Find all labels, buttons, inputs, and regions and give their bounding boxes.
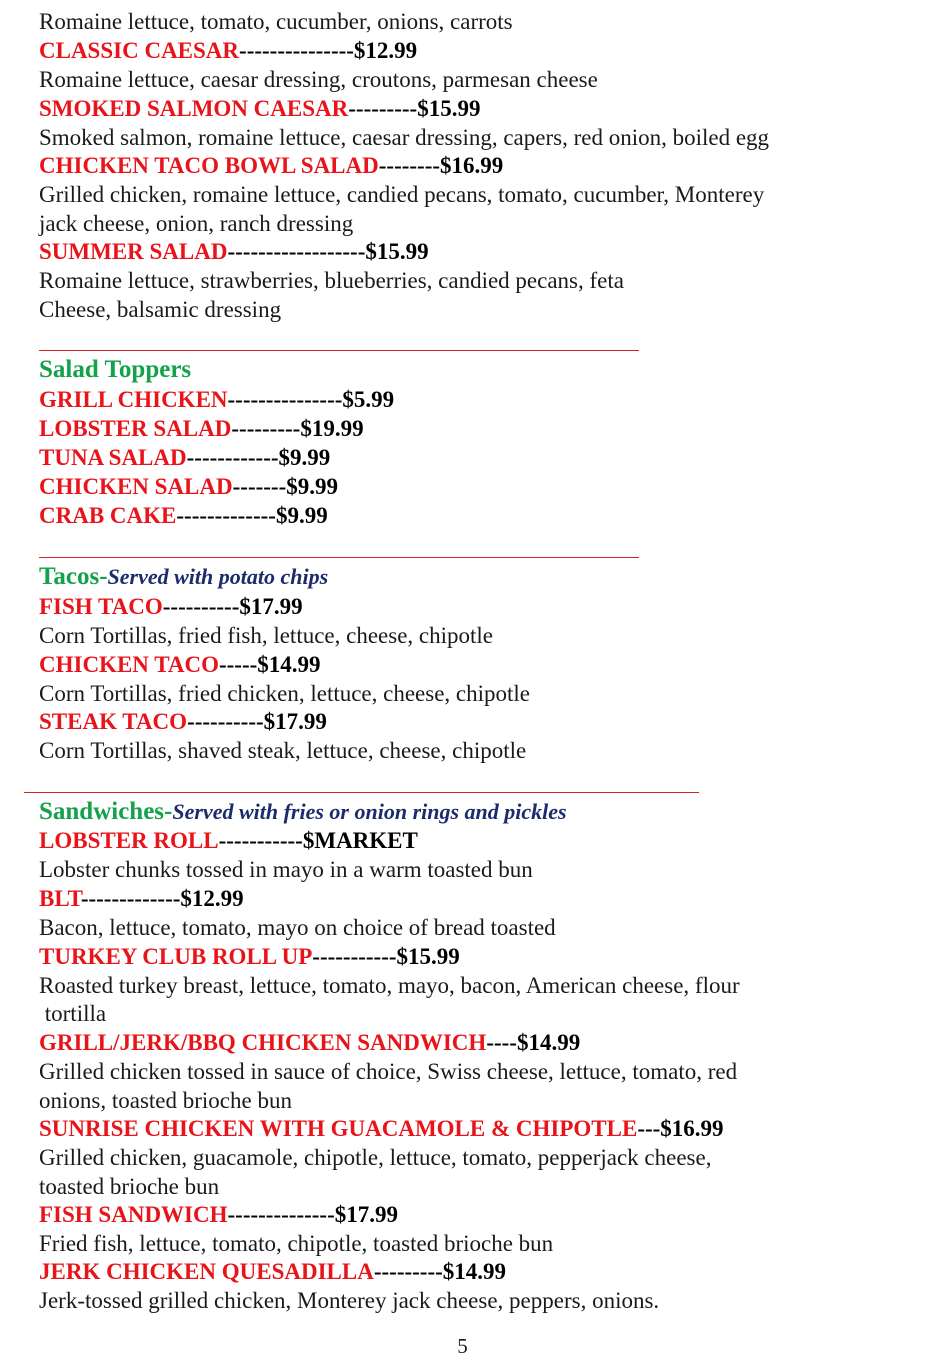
item-description: toasted brioche bun bbox=[39, 1174, 220, 1199]
item-description: onions, toasted brioche bun bbox=[39, 1088, 292, 1113]
item-description: Corn Tortillas, fried chicken, lettuce, cheese, chipotle bbox=[39, 681, 531, 706]
item-description: Romaine lettuce, strawberries, blueberries, candied pecans, feta bbox=[39, 268, 624, 293]
item-leader: ----------- bbox=[312, 944, 397, 969]
menu-item-fish-taco bbox=[39, 593, 303, 621]
item-price: $12.99 bbox=[353, 38, 418, 63]
item-name: CHICKEN TACO BOWL SALAD bbox=[39, 153, 379, 178]
item-name: LOBSTER ROLL bbox=[39, 828, 219, 853]
item-description: Fried fish, lettuce, tomato, chipotle, toasted brioche bun bbox=[39, 1231, 554, 1256]
item-description: Bacon, lettuce, tomato, mayo on choice of bread toasted bbox=[39, 915, 556, 940]
menu-item-tuna-salad bbox=[39, 444, 330, 472]
item-description: Corn Tortillas, shaved steak, lettuce, cheese, chipotle bbox=[39, 738, 527, 763]
menu-item-lobster-roll bbox=[39, 827, 418, 855]
menu-item-lobster-salad bbox=[39, 415, 364, 443]
item-name: SUNRISE CHICKEN WITH GUACAMOLE & CHIPOTLE bbox=[39, 1116, 638, 1141]
item-price: $17.99 bbox=[334, 1202, 398, 1227]
section-note: Served with potato chips bbox=[107, 564, 329, 589]
item-price: $17.99 bbox=[239, 594, 303, 619]
item-leader: --- bbox=[637, 1116, 661, 1141]
item-name: TUNA SALAD bbox=[39, 445, 187, 470]
item-name: SUMMER SALAD bbox=[39, 239, 228, 264]
item-price: $16.99 bbox=[660, 1116, 724, 1141]
menu-item-grill-chicken bbox=[39, 386, 394, 414]
item-name: CHICKEN SALAD bbox=[39, 474, 233, 499]
item-description: jack cheese, onion, ranch dressing bbox=[39, 211, 354, 236]
menu-item-chicken-taco bbox=[39, 651, 321, 679]
menu-item-steak-taco bbox=[39, 708, 327, 736]
menu-item-sunrise-chicken bbox=[39, 1115, 724, 1143]
item-price: $12.99 bbox=[180, 886, 244, 911]
item-price: $14.99 bbox=[516, 1030, 581, 1055]
item-price: $9.99 bbox=[275, 503, 328, 528]
menu-item-turkey-club-roll-up bbox=[39, 943, 460, 971]
item-name: CRAB CAKE bbox=[39, 503, 177, 528]
item-price: $14.99 bbox=[257, 652, 321, 677]
item-name: BLT bbox=[39, 886, 81, 911]
item-leader: ----- bbox=[218, 652, 258, 677]
section-divider bbox=[24, 792, 699, 793]
item-description: tortilla bbox=[39, 1001, 107, 1026]
item-price: $MARKET bbox=[302, 828, 418, 853]
item-leader: -------------- bbox=[227, 1202, 335, 1227]
item-leader: ------------ bbox=[186, 445, 279, 470]
menu-item-smoked-salmon-caesar bbox=[39, 95, 480, 123]
item-price: $14.99 bbox=[442, 1259, 507, 1284]
item-price: $5.99 bbox=[342, 387, 395, 412]
item-price: $9.99 bbox=[278, 445, 331, 470]
item-price: $17.99 bbox=[263, 709, 327, 734]
section-title-salad-toppers: Salad Toppers bbox=[39, 356, 192, 383]
item-leader: ---------- bbox=[162, 594, 240, 619]
menu-item-jerk-chicken-quesadilla bbox=[39, 1258, 506, 1286]
item-name: STEAK TACO bbox=[39, 709, 188, 734]
item-description: Grilled chicken, romaine lettuce, candied pecans, tomato, cucumber, Monterey bbox=[39, 182, 765, 207]
item-description: Grilled chicken tossed in sauce of choice, Swiss cheese, lettuce, tomato, red bbox=[39, 1059, 738, 1084]
item-description: Lobster chunks tossed in mayo in a warm toasted bun bbox=[39, 857, 533, 882]
item-name: JERK CHICKEN QUESADILLA bbox=[39, 1259, 374, 1284]
item-description: Cheese, balsamic dressing bbox=[39, 297, 282, 322]
item-leader: -------- bbox=[378, 153, 441, 178]
menu-item-summer-salad bbox=[39, 238, 429, 266]
item-leader: ---------- bbox=[187, 709, 264, 734]
item-leader: --------- bbox=[348, 96, 418, 121]
item-name: FISH SANDWICH bbox=[39, 1202, 228, 1227]
item-name: FISH TACO bbox=[39, 594, 163, 619]
menu-item-chicken-salad bbox=[39, 473, 338, 501]
item-leader: ------- bbox=[232, 474, 287, 499]
item-leader: ----------- bbox=[218, 828, 303, 853]
item-name: GRILL CHICKEN bbox=[39, 387, 228, 412]
menu-item-grill-jerk-bbq-chicken-sandwich bbox=[39, 1029, 580, 1057]
section-note: Served with fries or onion rings and pickles bbox=[172, 799, 567, 824]
section-header-sandwiches bbox=[39, 798, 567, 826]
item-description: Jerk-tossed grilled chicken, Monterey jack cheese, peppers, onions. bbox=[39, 1288, 660, 1313]
item-description: Romaine lettuce, caesar dressing, croutons, parmesan cheese bbox=[39, 67, 598, 92]
item-price: $19.99 bbox=[300, 416, 364, 441]
item-description: Grilled chicken, guacamole, chipotle, lettuce, tomato, pepperjack cheese, bbox=[39, 1145, 712, 1170]
item-price: $15.99 bbox=[417, 96, 481, 121]
section-title-tacos: Tacos- bbox=[39, 563, 108, 590]
menu-item-fish-sandwich bbox=[39, 1201, 398, 1229]
item-name: LOBSTER SALAD bbox=[39, 416, 232, 441]
menu-item-chicken-taco-bowl-salad bbox=[39, 152, 503, 180]
menu-item-classic-caesar bbox=[39, 37, 417, 65]
item-price: $15.99 bbox=[396, 944, 460, 969]
item-description: Corn Tortillas, fried fish, lettuce, cheese, chipotle bbox=[39, 623, 493, 648]
item-price: $15.99 bbox=[365, 239, 429, 264]
item-name: CLASSIC CAESAR bbox=[39, 38, 240, 63]
menu-item-blt bbox=[39, 885, 244, 913]
item-description: Smoked salmon, romaine lettuce, caesar dressing, capers, red onion, boiled egg bbox=[39, 125, 770, 150]
section-header-tacos bbox=[39, 563, 328, 591]
item-name: CHICKEN TACO bbox=[39, 652, 219, 677]
item-leader: --------- bbox=[231, 416, 301, 441]
item-leader: ------------- bbox=[176, 503, 276, 528]
item-name: GRILL/JERK/BBQ CHICKEN SANDWICH bbox=[39, 1030, 487, 1055]
item-name: SMOKED SALMON CAESAR bbox=[39, 96, 349, 121]
item-leader: --------------- bbox=[227, 387, 343, 412]
salad-description: Romaine lettuce, tomato, cucumber, onions, carrots bbox=[39, 9, 513, 34]
item-name: TURKEY CLUB ROLL UP bbox=[39, 944, 313, 969]
item-price: $9.99 bbox=[286, 474, 338, 499]
section-divider bbox=[39, 557, 639, 558]
page-number: 5 bbox=[457, 1334, 468, 1358]
section-divider bbox=[39, 350, 639, 351]
item-price: $16.99 bbox=[440, 153, 504, 178]
item-description: Roasted turkey breast, lettuce, tomato, mayo, bacon, American cheese, flour bbox=[39, 973, 740, 998]
item-leader: --------- bbox=[373, 1259, 443, 1284]
item-leader: --------------- bbox=[239, 38, 354, 63]
item-leader: ---- bbox=[486, 1030, 517, 1055]
item-leader: ------------- bbox=[80, 886, 181, 911]
section-title-sandwiches: Sandwiches- bbox=[39, 798, 173, 825]
item-leader: ------------------ bbox=[227, 239, 366, 264]
menu-item-crab-cake bbox=[39, 502, 328, 530]
